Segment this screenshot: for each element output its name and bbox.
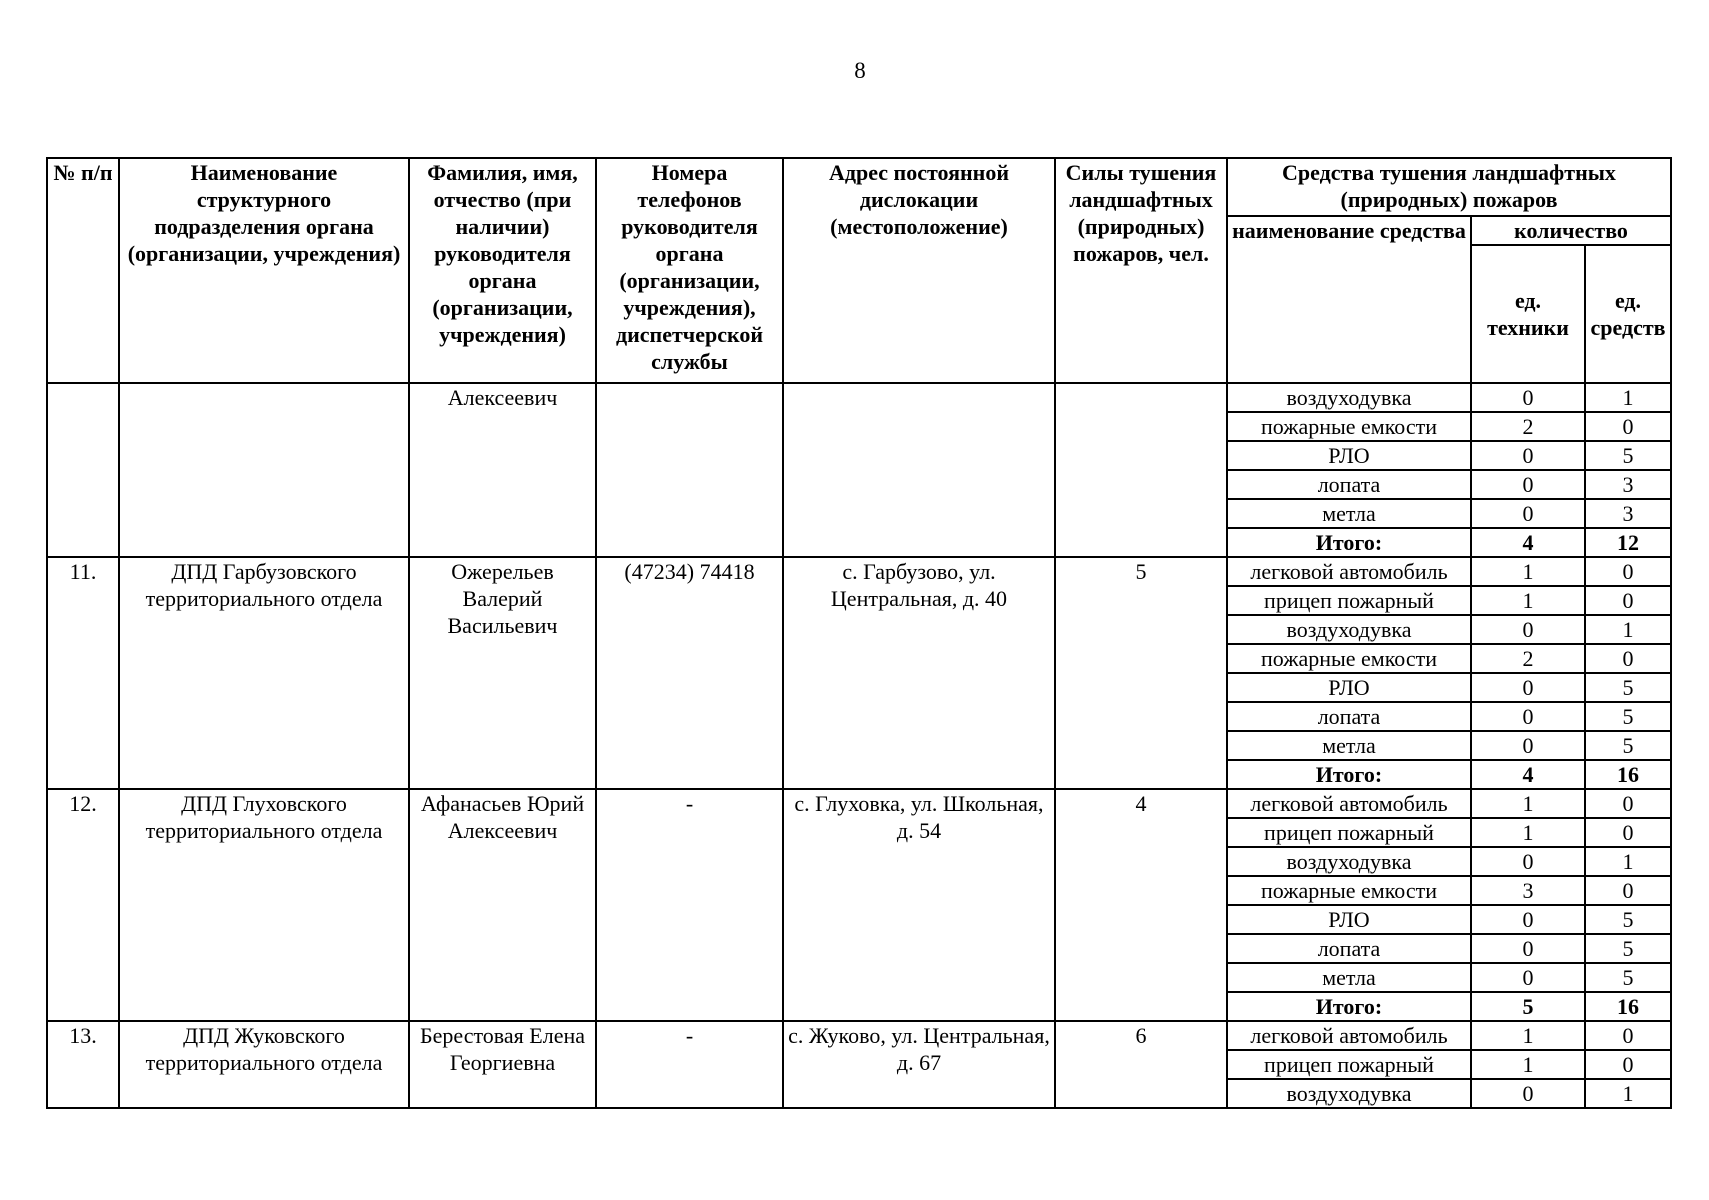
cell-means-name: метла (1227, 499, 1471, 528)
cell-qty-means: 16 (1585, 992, 1671, 1021)
cell-qty-means: 1 (1585, 1079, 1671, 1108)
cell-means-name: РЛО (1227, 673, 1471, 702)
cell-qty-means: 0 (1585, 876, 1671, 905)
cell-forces: 5 (1055, 557, 1227, 789)
cell-num: 11. (47, 557, 119, 789)
cell-qty-means: 16 (1585, 760, 1671, 789)
cell-means-name: воздуходувка (1227, 383, 1471, 412)
cell-phones: - (596, 789, 783, 1021)
cell-qty-tech: 0 (1471, 702, 1585, 731)
cell-unit: ДПД Глуховского территориального отдела (119, 789, 409, 1021)
cell-qty-means: 0 (1585, 644, 1671, 673)
cell-qty-tech: 1 (1471, 1021, 1585, 1050)
cell-address: с. Жуково, ул. Центральная, д. 67 (783, 1021, 1055, 1108)
cell-qty-tech: 0 (1471, 847, 1585, 876)
cell-forces: 4 (1055, 789, 1227, 1021)
cell-qty-tech: 0 (1471, 470, 1585, 499)
cell-qty-means: 1 (1585, 383, 1671, 412)
table-row (47, 789, 1671, 818)
header-means-group: Средства тушения ландшафтных (природных) пожаров (1227, 158, 1671, 216)
table-row (47, 557, 1671, 586)
cell-means-name: РЛО (1227, 905, 1471, 934)
cell-means-name: лопата (1227, 470, 1471, 499)
cell-qty-tech: 0 (1471, 905, 1585, 934)
cell-phones: - (596, 1021, 783, 1108)
cell-qty-means: 0 (1585, 789, 1671, 818)
table-body (47, 383, 1671, 1108)
cell-qty-means: 5 (1585, 934, 1671, 963)
cell-means-name: пожарные емкости (1227, 412, 1471, 441)
cell-qty-means: 5 (1585, 963, 1671, 992)
cell-qty-tech: 0 (1471, 963, 1585, 992)
cell-qty-means: 0 (1585, 586, 1671, 615)
cell-qty-tech: 5 (1471, 992, 1585, 1021)
cell-qty-means: 5 (1585, 673, 1671, 702)
header-phones: Номера телефонов руководителя органа (организации, учреждения), диспетчерской службы (596, 158, 783, 383)
cell-means-name: лопата (1227, 934, 1471, 963)
header-num: № п/п (47, 158, 119, 383)
cell-qty-tech: 0 (1471, 441, 1585, 470)
cell-unit: ДПД Жуковского территориального отдела (119, 1021, 409, 1108)
cell-means-name: легковой автомобиль (1227, 1021, 1471, 1050)
cell-qty-tech: 1 (1471, 586, 1585, 615)
cell-address: с. Гарбузово, ул. Центральная, д. 40 (783, 557, 1055, 789)
cell-qty-tech: 4 (1471, 528, 1585, 557)
header-means-name: наименование средства (1227, 216, 1471, 383)
cell-means-name: прицеп пожарный (1227, 586, 1471, 615)
cell-head: Ожерельев Валерий Васильевич (409, 557, 596, 789)
cell-qty-means: 5 (1585, 441, 1671, 470)
cell-qty-tech: 0 (1471, 673, 1585, 702)
cell-address: с. Глуховка, ул. Школьная, д. 54 (783, 789, 1055, 1021)
table-header (47, 158, 1671, 383)
cell-means-name: лопата (1227, 702, 1471, 731)
cell-head: Афанасьев Юрий Алексеевич (409, 789, 596, 1021)
table-row (47, 383, 1671, 412)
header-address: Адрес постоянной дислокации (местоположение) (783, 158, 1055, 383)
cell-qty-tech: 1 (1471, 789, 1585, 818)
cell-qty-tech: 1 (1471, 1050, 1585, 1079)
cell-qty-means: 0 (1585, 557, 1671, 586)
cell-qty-tech: 0 (1471, 615, 1585, 644)
header-quantity: количество (1471, 216, 1671, 245)
cell-qty-tech: 0 (1471, 383, 1585, 412)
cell-qty-means: 0 (1585, 1050, 1671, 1079)
cell-means-name: воздуходувка (1227, 1079, 1471, 1108)
cell-qty-means: 5 (1585, 905, 1671, 934)
cell-qty-means: 3 (1585, 499, 1671, 528)
cell-qty-tech: 0 (1471, 1079, 1585, 1108)
cell-unit: ДПД Гарбузовского территориального отдела (119, 557, 409, 789)
cell-num (47, 383, 119, 557)
cell-qty-means: 0 (1585, 412, 1671, 441)
cell-qty-means: 1 (1585, 615, 1671, 644)
page-number: 8 (854, 58, 866, 83)
cell-means-name: воздуходувка (1227, 847, 1471, 876)
cell-means-name: прицеп пожарный (1227, 818, 1471, 847)
cell-phones: (47234) 74418 (596, 557, 783, 789)
cell-qty-means: 5 (1585, 702, 1671, 731)
cell-num: 12. (47, 789, 119, 1021)
cell-qty-means: 5 (1585, 731, 1671, 760)
cell-forces (1055, 383, 1227, 557)
header-qty-tech: ед. техники (1471, 245, 1585, 383)
resources-table (46, 157, 1672, 1109)
cell-means-name: метла (1227, 731, 1471, 760)
header-forces: Силы тушения ландшафтных (природных) пожаров, чел. (1055, 158, 1227, 383)
cell-means-name: воздуходувка (1227, 615, 1471, 644)
cell-qty-tech: 2 (1471, 412, 1585, 441)
cell-qty-tech: 2 (1471, 644, 1585, 673)
cell-means-name: легковой автомобиль (1227, 557, 1471, 586)
cell-means-name: РЛО (1227, 441, 1471, 470)
cell-qty-tech: 1 (1471, 818, 1585, 847)
cell-head: Берестовая Елена Георгиевна (409, 1021, 596, 1108)
cell-unit (119, 383, 409, 557)
cell-qty-means: 0 (1585, 1021, 1671, 1050)
cell-means-name: метла (1227, 963, 1471, 992)
cell-qty-means: 0 (1585, 818, 1671, 847)
cell-head: Алексеевич (409, 383, 596, 557)
cell-means-name: легковой автомобиль (1227, 789, 1471, 818)
header-qty-means: ед. средств (1585, 245, 1671, 383)
cell-num: 13. (47, 1021, 119, 1108)
cell-means-name: пожарные емкости (1227, 644, 1471, 673)
cell-qty-tech: 4 (1471, 760, 1585, 789)
cell-qty-tech: 0 (1471, 499, 1585, 528)
cell-qty-tech: 1 (1471, 557, 1585, 586)
cell-qty-tech: 3 (1471, 876, 1585, 905)
cell-means-name: Итого: (1227, 528, 1471, 557)
cell-forces: 6 (1055, 1021, 1227, 1108)
cell-qty-tech: 0 (1471, 934, 1585, 963)
cell-means-name: Итого: (1227, 992, 1471, 1021)
cell-means-name: прицеп пожарный (1227, 1050, 1471, 1079)
header-unit: Наименование структурного подразделения органа (организации, учреждения) (119, 158, 409, 383)
cell-address (783, 383, 1055, 557)
cell-qty-means: 3 (1585, 470, 1671, 499)
cell-qty-means: 1 (1585, 847, 1671, 876)
table-row (47, 1021, 1671, 1050)
cell-qty-means: 12 (1585, 528, 1671, 557)
cell-means-name: пожарные емкости (1227, 876, 1471, 905)
header-head: Фамилия, имя, отчество (при наличии) руководителя органа (организации, учреждения) (409, 158, 596, 383)
cell-qty-tech: 0 (1471, 731, 1585, 760)
cell-means-name: Итого: (1227, 760, 1471, 789)
cell-phones (596, 383, 783, 557)
